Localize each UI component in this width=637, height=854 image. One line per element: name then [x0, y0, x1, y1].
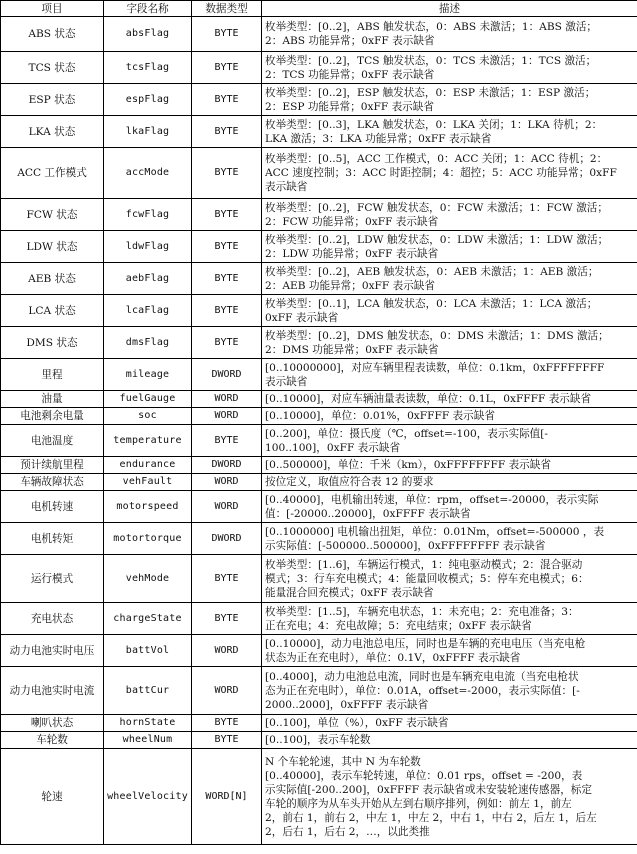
field-name: wheelNum: [104, 732, 192, 749]
description-line: 2：ESP 功能异常；0xFF 表示缺省: [265, 100, 434, 113]
table-row: [1, 732, 637, 749]
description-line: [0..10000]，对应车辆油量表读数，单位：0.1L，0xFFFF 表示缺省: [265, 393, 592, 405]
item-name: 电机转矩: [1, 523, 104, 555]
table-row: [1, 295, 637, 327]
description-line: 枚举类型：[1..6]，车辆运行模式，1：纯电驱动模式；2：混合驱动: [265, 558, 583, 571]
description-line: 按位定义，取值应符合表 12 的要求: [265, 476, 434, 488]
table-row: [1, 199, 637, 231]
description-line: 2，前右 1，前右 2，中左 1，中左 2，中右 1，中右 2，后左 1，后左: [265, 811, 597, 824]
description-line: 2：FCW 功能异常；0xFF 表示缺省: [265, 215, 439, 228]
description-line: 枚举类型：[0..1]，LCA 触发状态，0：LCA 未激活；1：LCA 激活；: [265, 297, 598, 310]
table-header-row: [1, 1, 637, 17]
item-name: LCA 状态: [1, 295, 104, 327]
description-line: [0..100]，单位（%），0xFF 表示缺省: [265, 717, 449, 729]
table-row: [1, 116, 637, 148]
description-line: 0xFF 表示缺省: [265, 311, 339, 324]
item-name: TCS 状态: [1, 52, 104, 84]
table-row: [1, 635, 637, 667]
item-name: ABS 状态: [1, 17, 104, 52]
data-type: DWORD: [192, 523, 262, 555]
field-name: fcwFlag: [104, 199, 192, 231]
description-line: 值：[-20000..20000]，0xFFFF 表示缺省: [265, 507, 471, 520]
description-line: [0..500000]，单位：千米（km），0xFFFFFFFF 表示缺省: [265, 459, 551, 471]
item-name: 充电状态: [1, 603, 104, 635]
item-name: 轮速: [1, 749, 104, 845]
description: [262, 295, 637, 327]
description-line: 枚举类型：[0..2]，TCS 触发状态，0：TCS 未激活；1：TCS 激活；: [265, 54, 597, 67]
field-name: wheelVelocity: [104, 749, 192, 845]
description: [262, 603, 637, 635]
description-line: [0..1000000] 电机输出扭矩，单位：0.01Nm，offset=-500000 ，表: [265, 525, 605, 538]
data-type: DWORD: [192, 457, 262, 474]
table-row: [1, 231, 637, 263]
data-type: BYTE: [192, 17, 262, 52]
description: [262, 491, 637, 523]
data-type: BYTE: [192, 199, 262, 231]
field-name: motortorque: [104, 523, 192, 555]
item-name: 电池温度: [1, 425, 104, 457]
table-row: [1, 749, 637, 845]
data-type: WORD: [192, 635, 262, 667]
description: [262, 732, 637, 749]
field-name: chargeState: [104, 603, 192, 635]
table-row: [1, 715, 637, 732]
item-name: AEB 状态: [1, 263, 104, 295]
header-field-name: 字段名称: [104, 1, 192, 17]
description-line: 2：TCS 功能异常；0xFF 表示缺省: [265, 68, 435, 81]
description-line: [0..4000]，动力电池总电流，同时也是车辆充电电流（当充电枪状: [265, 670, 579, 683]
item-name: ACC 工作模式: [1, 148, 104, 199]
field-name: motorspeed: [104, 491, 192, 523]
description-line: 枚举类型：[0..2]，DMS 触发状态，0：DMS 未激活；1：DMS 激活；: [265, 329, 609, 342]
description: [262, 715, 637, 732]
item-name: 预计续航里程: [1, 457, 104, 474]
field-name: soc: [104, 408, 192, 425]
description-line: 枚举类型：[0..3]，LKA 触发状态，0：LKA 关闭；1：LKA 待机；2：: [265, 118, 603, 131]
field-name: endurance: [104, 457, 192, 474]
field-name: fuelGauge: [104, 391, 192, 408]
description-line: 车轮的顺序为从车头开始从左到右顺序排列，例如：前左 1，前左: [265, 797, 572, 810]
table-row: [1, 474, 637, 491]
description: [262, 555, 637, 603]
field-name: hornState: [104, 715, 192, 732]
description: [262, 408, 637, 425]
item-name: 车辆故障状态: [1, 474, 104, 491]
data-type: BYTE: [192, 425, 262, 457]
description-line: 2：LDW 功能异常；0xFF 表示缺省: [265, 247, 439, 260]
item-name: ESP 状态: [1, 84, 104, 116]
description-line: [0..40000]，表示车轮转速，单位：0.01 rps，offset = -200，表: [265, 769, 583, 782]
table-row: [1, 17, 637, 52]
description-line: 态为正在充电时），单位：0.01A，offset=-2000，表示实际值：[-: [265, 684, 580, 697]
data-type: BYTE: [192, 295, 262, 327]
description-line: 状态为正在充电时），单位：0.1V，0xFFFF 表示缺省: [265, 651, 521, 664]
item-name: LKA 状态: [1, 116, 104, 148]
description-line: 枚举类型：[0..2]，ESP 触发状态，0：ESP 未激活；1：ESP 激活；: [265, 86, 596, 99]
field-name: vehMode: [104, 555, 192, 603]
description: [262, 52, 637, 84]
data-type: WORD: [192, 474, 262, 491]
item-name: 车轮数: [1, 732, 104, 749]
description: [262, 523, 637, 555]
item-name: 喇叭状态: [1, 715, 104, 732]
data-type: WORD: [192, 667, 262, 715]
item-name: DMS 状态: [1, 327, 104, 359]
data-type: DWORD: [192, 359, 262, 391]
item-name: 里程: [1, 359, 104, 391]
data-type: BYTE: [192, 116, 262, 148]
table-row: [1, 148, 637, 199]
description-line: N 个车轮轮速，其中 N 为车轮数: [265, 755, 421, 768]
table-row: [1, 491, 637, 523]
data-type: BYTE: [192, 327, 262, 359]
description: [262, 425, 637, 457]
field-name: battCur: [104, 667, 192, 715]
data-type: BYTE: [192, 715, 262, 732]
description: [262, 231, 637, 263]
data-type: WORD: [192, 408, 262, 425]
description-line: [0..40000]，电机输出转速，单位：rpm，offset=-20000，表示实际: [265, 493, 599, 506]
field-name: mileage: [104, 359, 192, 391]
description-line: 100..100]，0xFF 表示缺省: [265, 441, 401, 454]
description: [262, 327, 637, 359]
field-name: battVol: [104, 635, 192, 667]
description: [262, 84, 637, 116]
item-name: FCW 状态: [1, 199, 104, 231]
item-name: 运行模式: [1, 555, 104, 603]
description-line: 正在充电；4：充电故障；5：充电结束；0xFF 表示缺省: [265, 619, 532, 632]
table-row: [1, 327, 637, 359]
description-line: 枚举类型：[0..2]，AEB 触发状态，0：AEB 未激活；1：AEB 激活；: [265, 265, 599, 278]
description: [262, 457, 637, 474]
table-row: [1, 408, 637, 425]
description: [262, 667, 637, 715]
table-row: [1, 603, 637, 635]
field-name: absFlag: [104, 17, 192, 52]
item-name: 电机转速: [1, 491, 104, 523]
description-line: 2：AEB 功能异常；0xFF 表示缺省: [265, 279, 435, 292]
description: [262, 359, 637, 391]
data-type: BYTE: [192, 263, 262, 295]
data-type: BYTE: [192, 603, 262, 635]
table-row: [1, 359, 637, 391]
table-row: [1, 84, 637, 116]
data-type: WORD: [192, 391, 262, 408]
item-name: 电池剩余电量: [1, 408, 104, 425]
item-name: LDW 状态: [1, 231, 104, 263]
table-row: [1, 555, 637, 603]
description: [262, 263, 637, 295]
description-line: 模式；3：行车充电模式；4：能量回收模式；5：停车充电模式；6：: [265, 572, 589, 585]
item-name: 动力电池实时电压: [1, 635, 104, 667]
description-line: 示实际值：[-500000..500000]，0xFFFFFFFF 表示缺省: [265, 539, 546, 552]
description-line: [0..10000]，动力电池总电压，同时也是车辆的充电电压（当充电枪: [265, 637, 586, 650]
description: [262, 17, 637, 52]
field-name: lkaFlag: [104, 116, 192, 148]
field-name: dmsFlag: [104, 327, 192, 359]
header-description: 描述: [262, 1, 637, 17]
item-name: 油量: [1, 391, 104, 408]
description: [262, 749, 637, 845]
description-line: [0..10000000]，对应车辆里程表读数，单位：0.1km，0xFFFFFFFF: [265, 361, 605, 374]
description-line: 枚举类型：[0..2]，LDW 触发状态，0：LDW 未激活；1：LDW 激活；: [265, 233, 609, 246]
data-type: BYTE: [192, 555, 262, 603]
data-type: WORD: [192, 491, 262, 523]
data-type: BYTE: [192, 52, 262, 84]
description-line: [0..100]，表示车轮数: [265, 734, 371, 746]
description-line: 2，后右 1，后右 2，…，以此类推: [265, 825, 430, 838]
description: [262, 148, 637, 199]
field-name: temperature: [104, 425, 192, 457]
field-name: espFlag: [104, 84, 192, 116]
data-type: WORD[N]: [192, 749, 262, 845]
field-name: lcaFlag: [104, 295, 192, 327]
description-line: [0..10000]，单位：0.01%，0xFFFF 表示缺省: [265, 410, 495, 422]
description: [262, 199, 637, 231]
table-row: [1, 523, 637, 555]
header-data-type: 数据类型: [192, 1, 262, 17]
item-name: 动力电池实时电流: [1, 667, 104, 715]
description-line: 2：DMS 功能异常；0xFF 表示缺省: [265, 343, 439, 356]
header-item: 项目: [1, 1, 104, 17]
description-line: 表示缺省: [265, 375, 308, 388]
description-line: 枚举类型：[1..5]，车辆充电状态，1：未充电；2：充电准备；3：: [265, 605, 579, 618]
data-type: BYTE: [192, 148, 262, 199]
description-line: 枚举类型：[0..2]，FCW 触发状态，0：FCW 未激活；1：FCW 激活；: [265, 201, 608, 214]
table-row: [1, 425, 637, 457]
description-line: 枚举类型：[0..5]，ACC 工作模式，0：ACC 关闭；1：ACC 待机；2：: [265, 153, 608, 165]
description: [262, 635, 637, 667]
description-line: 示实际值[-200..200]，0xFFFF 表示缺省或未安装轮速传感器，标定: [265, 783, 592, 796]
description-line: 枚举类型：[0..2]，ABS 触发状态，0：ABS 未激活；1：ABS 激活；: [265, 21, 598, 33]
description-line: 表示缺省: [265, 181, 308, 193]
description-line: [0..200]，单位：摄氏度（℃，offset=-100，表示实际值[-: [265, 427, 548, 440]
field-name: aebFlag: [104, 263, 192, 295]
table-row: [1, 52, 637, 84]
data-type: BYTE: [192, 732, 262, 749]
field-name: vehFault: [104, 474, 192, 491]
description: [262, 474, 637, 491]
data-type: BYTE: [192, 231, 262, 263]
description: [262, 116, 637, 148]
table-row: [1, 667, 637, 715]
table-row: [1, 457, 637, 474]
description-line: 2000..2000]，0xFFFF 表示缺省: [265, 698, 429, 711]
description-line: ACC 速度控制；3：ACC 时距控制；4：超控；5：ACC 功能异常；0xFF: [265, 167, 617, 179]
data-type: BYTE: [192, 84, 262, 116]
description-line: LKA 激活；3：LKA 功能异常；0xFF 表示缺省: [265, 132, 492, 145]
table-row: [1, 391, 637, 408]
description-line: 能量混合回充模式；0xFF 表示缺省: [265, 586, 434, 599]
field-name: tcsFlag: [104, 52, 192, 84]
field-name: accMode: [104, 148, 192, 199]
table-row: [1, 263, 637, 295]
field-name: ldwFlag: [104, 231, 192, 263]
description: [262, 391, 637, 408]
description-line: 2：ABS 功能异常；0xFF 表示缺省: [265, 35, 435, 47]
